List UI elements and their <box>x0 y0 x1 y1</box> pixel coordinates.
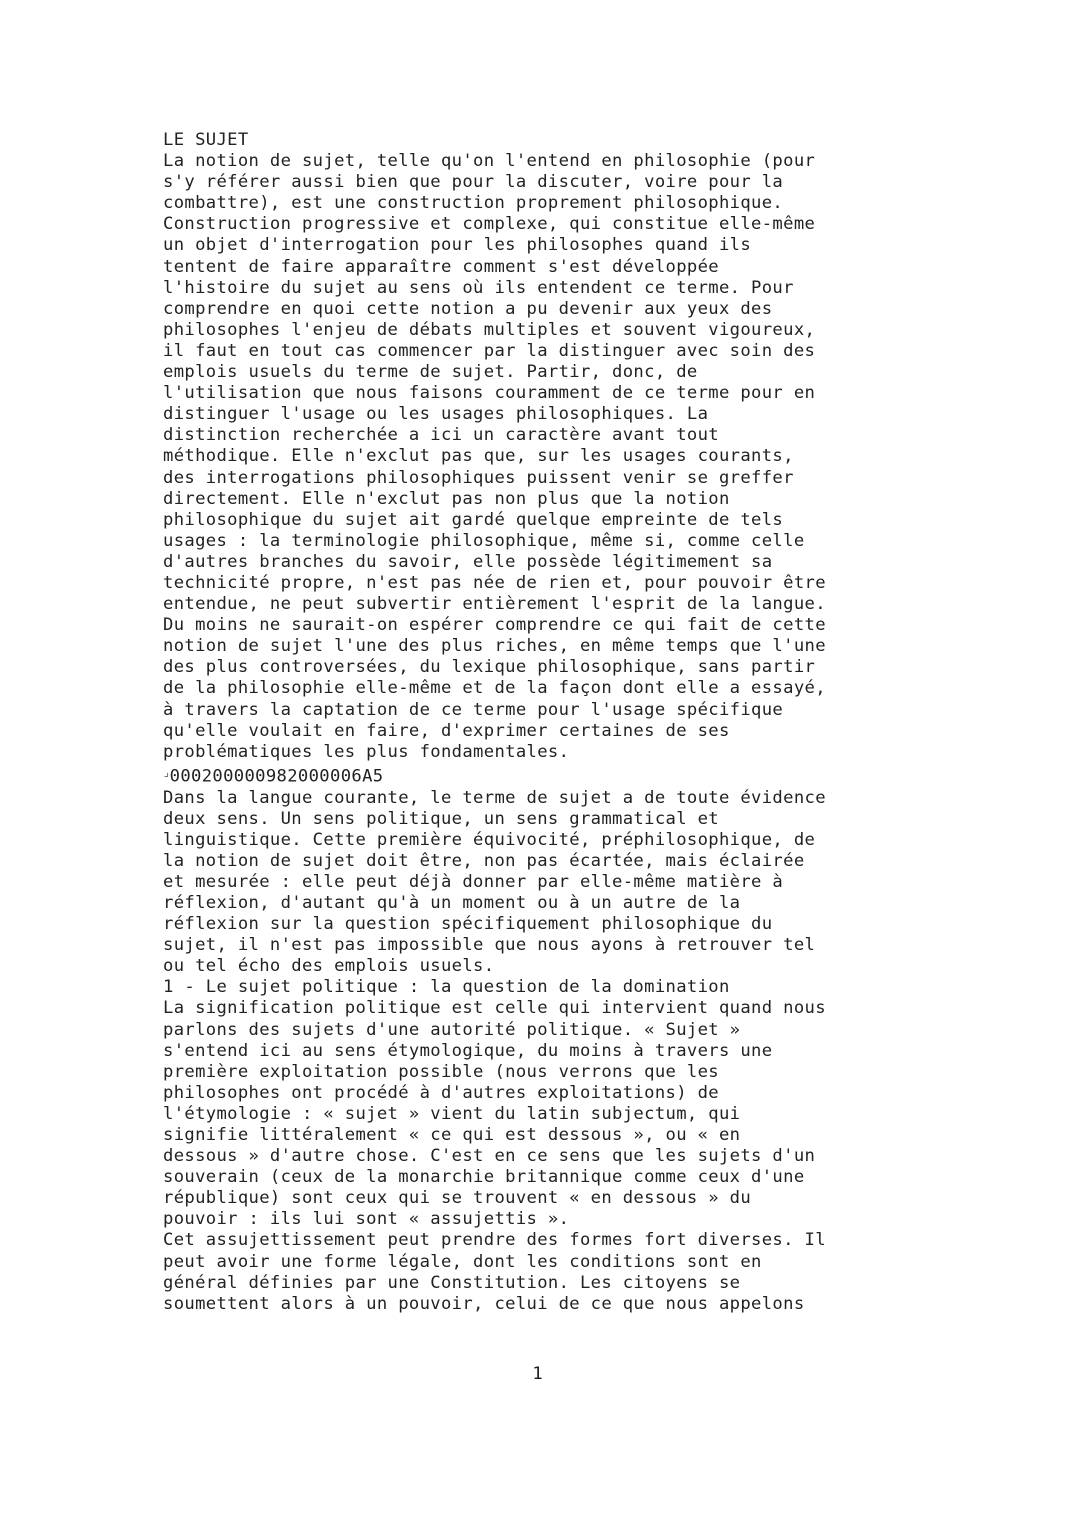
page-number: 1 <box>532 1364 543 1384</box>
body-line: philosophes l'enjeu de débats multiples et souvent vigoureux, <box>163 319 816 340</box>
body-line: La notion de sujet, telle qu'on l'entend en philosophie (pour <box>163 151 816 172</box>
marker-code-text: 000200000982000006A5 <box>169 766 384 787</box>
body-line: distinction recherchée a ici un caractère avant tout <box>163 425 719 446</box>
body-line: deux sens. Un sens politique, un sens grammatical et <box>163 808 719 829</box>
inline-marker-code <box>163 763 923 788</box>
body-line: première exploitation possible (nous verrons que les <box>163 1061 719 1082</box>
body-line: tentent de faire apparaître comment s'est développée <box>163 256 719 277</box>
body-line: entendue, ne peut subvertir entièrement l'esprit de la langue. <box>163 594 826 615</box>
body-line: pouvoir : ils lui sont « assujettis ». <box>163 1209 570 1230</box>
document-title-line: LE SUJET <box>163 130 249 150</box>
body-line: Dans la langue courante, le terme de sujet a de toute évidence <box>163 787 826 808</box>
body-line: directement. Elle n'exclut pas non plus que la notion <box>163 488 730 509</box>
body-line: à travers la captation de ce terme pour l'usage spécifique <box>163 699 784 720</box>
body-line: technicité propre, n'est pas née de rien et, pour pouvoir être <box>163 572 826 593</box>
body-line: La signification politique est celle qui intervient quand nous <box>163 998 826 1019</box>
body-line: dessous » d'autre chose. C'est en ce sens que les sujets d'un <box>163 1146 816 1167</box>
body-line: philosophes ont procédé à d'autres exploitations) de <box>163 1082 719 1103</box>
body-line: 1 - Le sujet politique : la question de la domination <box>163 977 730 998</box>
body-line: des interrogations philosophiques puissent venir se greffer <box>163 467 794 488</box>
body-line: usages : la terminologie philosophique, même si, comme celle <box>163 530 805 551</box>
document-text-body <box>163 130 923 1315</box>
body-line: notion de sujet l'une des plus riches, en même temps que l'une <box>163 636 826 657</box>
body-line: sujet, il n'est pas impossible que nous ayons à retrouver tel <box>163 935 816 956</box>
body-line: peut avoir une forme légale, dont les conditions sont en <box>163 1251 762 1272</box>
body-line: réflexion sur la question spécifiquement philosophique du <box>163 914 773 935</box>
body-line: linguistique. Cette première équivocité, préphilosophique, de <box>163 829 816 850</box>
body-line: Construction progressive et complexe, qui constitue elle-même <box>163 214 816 235</box>
body-line: des plus controversées, du lexique philosophique, sans partir <box>163 657 816 678</box>
body-line: il faut en tout cas commencer par la distinguer avec soin des <box>163 340 816 361</box>
body-line: Cet assujettissement peut prendre des formes fort diverses. Il <box>163 1230 826 1251</box>
body-line: s'y référer aussi bien que pour la discuter, voire pour la <box>163 172 784 193</box>
marker-bracket-icon: ⌟ <box>163 765 170 779</box>
body-line: république) sont ceux qui se trouvent « en dessous » du <box>163 1188 752 1209</box>
body-line: Du moins ne saurait-on espérer comprendre ce qui fait de cette <box>163 615 826 636</box>
body-line: problématiques les plus fondamentales. <box>163 741 570 762</box>
body-line: signifie littéralement « ce qui est dessous », ou « en <box>163 1125 741 1146</box>
body-line: la notion de sujet doit être, non pas écartée, mais éclairée <box>163 850 805 871</box>
body-line: parlons des sujets d'une autorité politique. « Sujet » <box>163 1019 741 1040</box>
body-line: souverain (ceux de la monarchie britannique comme ceux d'une <box>163 1167 805 1188</box>
body-line: méthodique. Elle n'exclut pas que, sur les usages courants, <box>163 446 794 467</box>
body-line: l'histoire du sujet au sens où ils entendent ce terme. Pour <box>163 277 794 298</box>
body-line: l'étymologie : « sujet » vient du latin subjectum, qui <box>163 1103 741 1124</box>
body-line: un objet d'interrogation pour les philosophes quand ils <box>163 235 752 256</box>
body-line: distinguer l'usage ou les usages philosophiques. La <box>163 404 709 425</box>
body-line: général définies par une Constitution. Les citoyens se <box>163 1272 741 1293</box>
body-line: réflexion, d'autant qu'à un moment ou à un autre de la <box>163 892 741 913</box>
body-line: emplois usuels du terme de sujet. Partir, donc, de <box>163 362 698 383</box>
body-line: de la philosophie elle-même et de la façon dont elle a essayé, <box>163 678 826 699</box>
body-line: philosophique du sujet ait gardé quelque empreinte de tels <box>163 509 784 530</box>
body-line: comprendre en quoi cette notion a pu devenir aux yeux des <box>163 298 773 319</box>
body-line: ou tel écho des emplois usuels. <box>163 956 495 977</box>
body-line: soumettent alors à un pouvoir, celui de ce que nous appelons <box>163 1293 805 1314</box>
body-line: qu'elle voulait en faire, d'exprimer certaines de ses <box>163 720 730 741</box>
body-line: d'autres branches du savoir, elle possède légitimement sa <box>163 551 773 572</box>
body-line: et mesurée : elle peut déjà donner par elle-même matière à <box>163 871 784 892</box>
body-line: l'utilisation que nous faisons couramment de ce terme pour en <box>163 383 816 404</box>
body-line: combattre), est une construction proprement philosophique. <box>163 193 784 214</box>
body-line: s'entend ici au sens étymologique, du moins à travers une <box>163 1040 773 1061</box>
